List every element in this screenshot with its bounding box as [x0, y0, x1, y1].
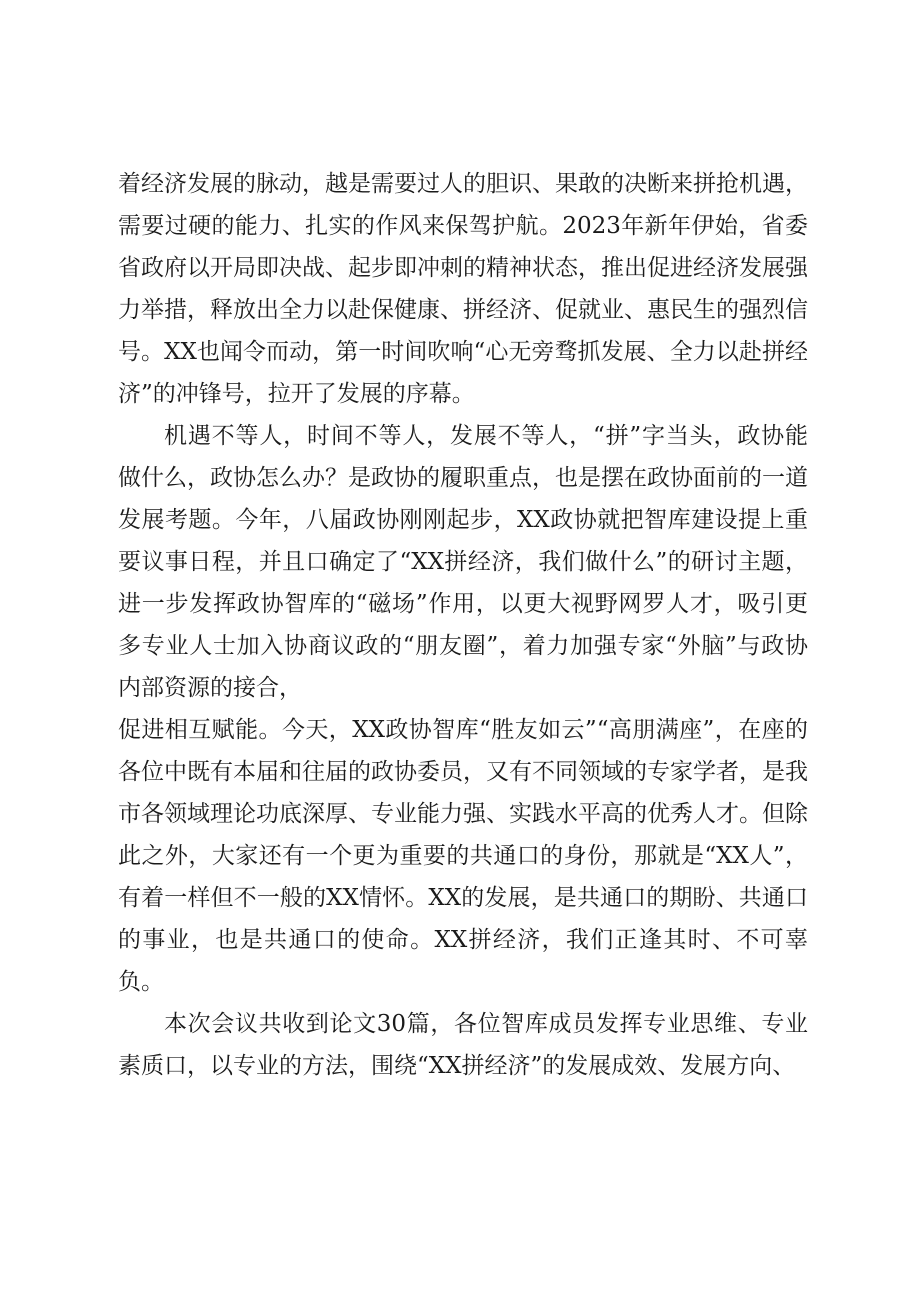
paragraph-2: 机遇不等人，时间不等人，发展不等人，“拼”字当头，政协能做什么，政协怎么办？是政协的履职重点，也是摆在政协面前的一道发展考题。今年，八届政协刚刚起步，XX政协就把智库建设提上重要议事日程，并且口确定了“XX拼经济，我们做什么”的研讨主题，进一步发挥政协智库的“磁场”作用，以更大视野网罗人才，吸引更多专业人士加入协商议政的“朋友圈”，着力加强专家“外脑”与政协内部资源的接合，: [118, 423, 808, 701]
body-text: [118, 163, 808, 1087]
paragraph-1: 着经济发展的脉动，越是需要过人的胆识、果敢的决断来拼抢机遇，需要过硬的能力、扎实的作风来保驾护航。2023年新年伊始，省委省政府以开局即决战、起步即冲刺的精神状态，推出促进经济发展强力举措，释放出全力以赴保健康、拼经济、促就业、惠民生的强烈信号。XX也闻令而动，第一时间吹响“心无旁骛抓发展、全力以赴拼经济”的冲锋号，拉开了发展的序幕。: [118, 171, 808, 407]
paragraph-3: 促进相互赋能。今天，XX政协智库“胜友如云”“高朋满座”，在座的各位中既有本届和往届的政协委员，又有不同领域的专家学者，是我市各领域理论功底深厚、专业能力强、实践水平高的优秀人才。但除此之外，大家还有一个更为重要的共通口的身份，那就是“XX人”，有着一样但不一般的XX情怀。XX的发展，是共通口的期盼、共通口的事业，也是共通口的使命。XX拼经济，我们正逢其时、不可辜负。: [118, 717, 808, 995]
paragraph-4: 本次会议共收到论文30篇，各位智库成员发挥专业思维、专业素质口，以专业的方法，围绕“XX拼经济”的发展成效、发展方向、: [118, 1011, 808, 1079]
